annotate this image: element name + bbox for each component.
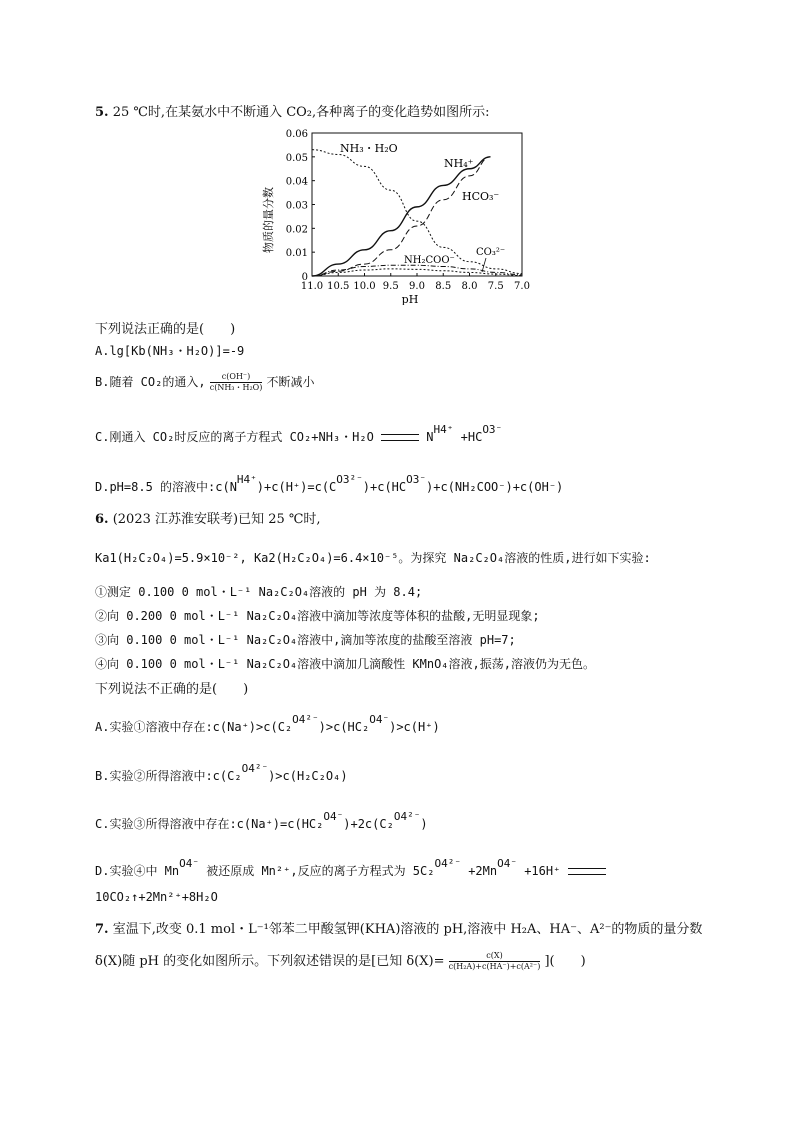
q5-d-o3: O3²⁻ — [336, 473, 363, 486]
q7-stem-2 — [95, 950, 586, 972]
q5-option-c — [95, 423, 503, 445]
q6-exp-3: ③向 0.100 0 mol・L⁻¹ Na₂C₂O₄溶液中,滴加等浓度的盐酸至溶液 pH=7; — [95, 633, 516, 647]
q6-stem — [95, 508, 321, 527]
q5-b-fraction — [210, 372, 263, 393]
q5-option-d — [95, 473, 564, 495]
y-tick-label: 0.05 — [285, 152, 308, 164]
q7-frac-num: c(X) — [449, 951, 541, 962]
q6-option-c — [95, 810, 428, 832]
series-line-2 — [312, 157, 491, 276]
y-tick-label: 0.04 — [285, 176, 308, 188]
q5-c-h4: H4⁺ — [433, 423, 454, 436]
x-tick-label: 10.5 — [327, 281, 350, 292]
q6-d-o4: O4⁻ — [179, 857, 199, 870]
q6-exp-2: ②向 0.200 0 mol・L⁻¹ Na₂C₂O₄溶液中滴加等浓度等体积的盐酸,无明显现象; — [95, 609, 540, 623]
q6-b-2: )>c(H₂C₂O₄) — [268, 769, 348, 783]
q7-stem-text: 室温下,改变 0.1 mol・L⁻¹邻苯二甲酸氢钾(KHA)溶液的 pH,溶液中 H₂A、HA⁻、A²⁻的物质的量分数 — [112, 922, 703, 937]
q6-a-2: )>c(HC₂ — [318, 720, 370, 734]
q6-number: 6. — [95, 512, 109, 527]
q7-frac-den: c(H₂A)+c(HA⁻)+c(A²⁻) — [448, 962, 541, 971]
x-tick-label: 7.5 — [487, 281, 504, 292]
y-tick-label: 0.06 — [285, 129, 308, 140]
q6-c-1: C.实验③所得溶液中存在:c(Na⁺)=c(HC₂ — [95, 817, 324, 831]
label-nh3h2o: NH₃・H₂O — [340, 142, 398, 155]
y-tick-label: 0.01 — [285, 248, 308, 260]
q6-c-2: )+2c(C₂ — [343, 817, 394, 831]
q5-prompt: 下列说法正确的是( ) — [95, 322, 236, 337]
label-nh4: NH₄⁺ — [444, 157, 474, 170]
q6-d-3: +2Mn — [460, 864, 498, 878]
x-tick-label: 9.0 — [409, 281, 425, 292]
x-tick-label: 8.0 — [461, 281, 478, 292]
q6-d-o4b: O4²⁻ — [434, 857, 461, 870]
y-tick-label: 0 — [301, 272, 308, 283]
q6-d-1: D.实验④中 Mn — [95, 864, 180, 878]
q6-d-2: 被还原成 Mn²⁺,反应的离子方程式为 5C₂ — [199, 864, 435, 878]
q7-stem2-prefix: δ(X)随 pH 的变化如图所示。下列叙述错误的是[已知 δ(X)= — [95, 954, 445, 969]
q6-option-b — [95, 762, 348, 784]
chart-x-label: pH — [401, 293, 419, 305]
y-tick-label: 0.03 — [285, 200, 308, 212]
q6-option-a — [95, 713, 440, 735]
x-tick-label: 9.5 — [382, 281, 399, 292]
q5-option-b — [95, 372, 315, 393]
q5-stem — [95, 101, 490, 120]
q5-b-num: c(OH⁻) — [210, 372, 263, 383]
x-tick-label: 7.0 — [514, 281, 530, 292]
q5-c-prefix: C.刚通入 CO₂时反应的离子方程式 CO₂+NH₃・H₂O — [95, 430, 374, 444]
q6-prompt: 下列说法不正确的是( ) — [95, 682, 249, 697]
q6-option-d-cont: 10CO₂↑+2Mn²⁺+8H₂O — [95, 890, 218, 904]
q6-c-o4b: O4²⁻ — [393, 810, 421, 823]
q6-a-o4: O4²⁻ — [292, 713, 319, 726]
x-tick-label: 8.5 — [435, 281, 452, 292]
q6-d-o4c: O4⁻ — [497, 857, 517, 870]
q5-option-a: A.lg[Kb(NH₃・H₂O)]=-9 — [95, 344, 245, 358]
x-tick-label: 10.0 — [353, 281, 376, 292]
q6-source: (2023 江苏淮安联考)已知 25 ℃时, — [112, 512, 321, 527]
label-nh2coo: NH₂COO⁻ — [404, 255, 455, 266]
q5-d-4: )+c(NH₂COO⁻)+c(OH⁻) — [426, 480, 564, 494]
q5-c-o3: O3⁻ — [482, 423, 503, 436]
q5-d-h4: H4⁺ — [236, 473, 257, 486]
q5-number: 5. — [95, 105, 109, 120]
q5-chart — [260, 125, 540, 305]
q5-d-2: )+c(H⁺)=c(C — [256, 480, 337, 494]
q6-exp-1: ①测定 0.100 0 mol・L⁻¹ Na₂C₂O₄溶液的 pH 为 8.4; — [95, 585, 423, 599]
q6-option-d — [95, 857, 606, 879]
q5-c-n: N — [426, 430, 434, 444]
q6-a-1: A.实验①溶液中存在:c(Na⁺)>c(C₂ — [95, 720, 293, 734]
q5-d-3: )+c(HC — [362, 480, 407, 494]
q5-c-plus: +HC — [453, 430, 483, 444]
q5-d-o3b: O3⁻ — [406, 473, 427, 486]
q6-a-3: )>c(H⁺) — [389, 720, 440, 734]
chart-y-label: 物质的量分数 — [262, 187, 275, 253]
q5-b-prefix: B.随着 CO₂的通入, — [95, 375, 206, 389]
label-hco3: HCO₃⁻ — [462, 190, 500, 203]
q6-exp-4: ④向 0.100 0 mol・L⁻¹ Na₂C₂O₄溶液中滴加几滴酸性 KMnO₄溶液,振荡,溶液仍为无色。 — [95, 657, 595, 671]
q5-b-den: c(NH₃・H₂O) — [209, 383, 263, 392]
x-tick-label: 11.0 — [300, 281, 324, 292]
q6-a-o4b: O4⁻ — [369, 713, 390, 726]
q7-stem2-suffix: ]( ) — [544, 954, 586, 969]
q5-stem-text: 25 ℃时,在某氨水中不断通入 CO₂,各种离子的变化趋势如图所示: — [112, 105, 490, 120]
q6-b-o4: O4²⁻ — [241, 762, 269, 775]
q7-stem — [95, 918, 702, 937]
label-co3: CO₃²⁻ — [476, 247, 506, 258]
q6-ka: Ka1(H₂C₂O₄)=5.9×10⁻², Ka2(H₂C₂O₄)=6.4×10⁻⁵。为探究 Na₂C₂O₄溶液的性质,进行如下实验: — [95, 551, 651, 565]
q6-b-1: B.实验②所得溶液中:c(C₂ — [95, 769, 242, 783]
q7-number: 7. — [95, 922, 109, 937]
series-line-1 — [312, 157, 491, 276]
q5-b-suffix: 不断减小 — [266, 375, 315, 389]
q6-d-equals — [568, 868, 606, 875]
q6-c-o4: O4⁻ — [323, 810, 344, 823]
chart-axes — [286, 129, 530, 292]
q6-c-3: ) — [420, 817, 428, 831]
q7-fraction — [449, 951, 541, 972]
q5-d-1: D.pH=8.5 的溶液中:c(N — [95, 480, 237, 494]
q6-d-4: +16H⁺ — [516, 864, 561, 878]
q5-c-equals — [381, 434, 419, 441]
y-tick-label: 0.02 — [285, 224, 308, 236]
